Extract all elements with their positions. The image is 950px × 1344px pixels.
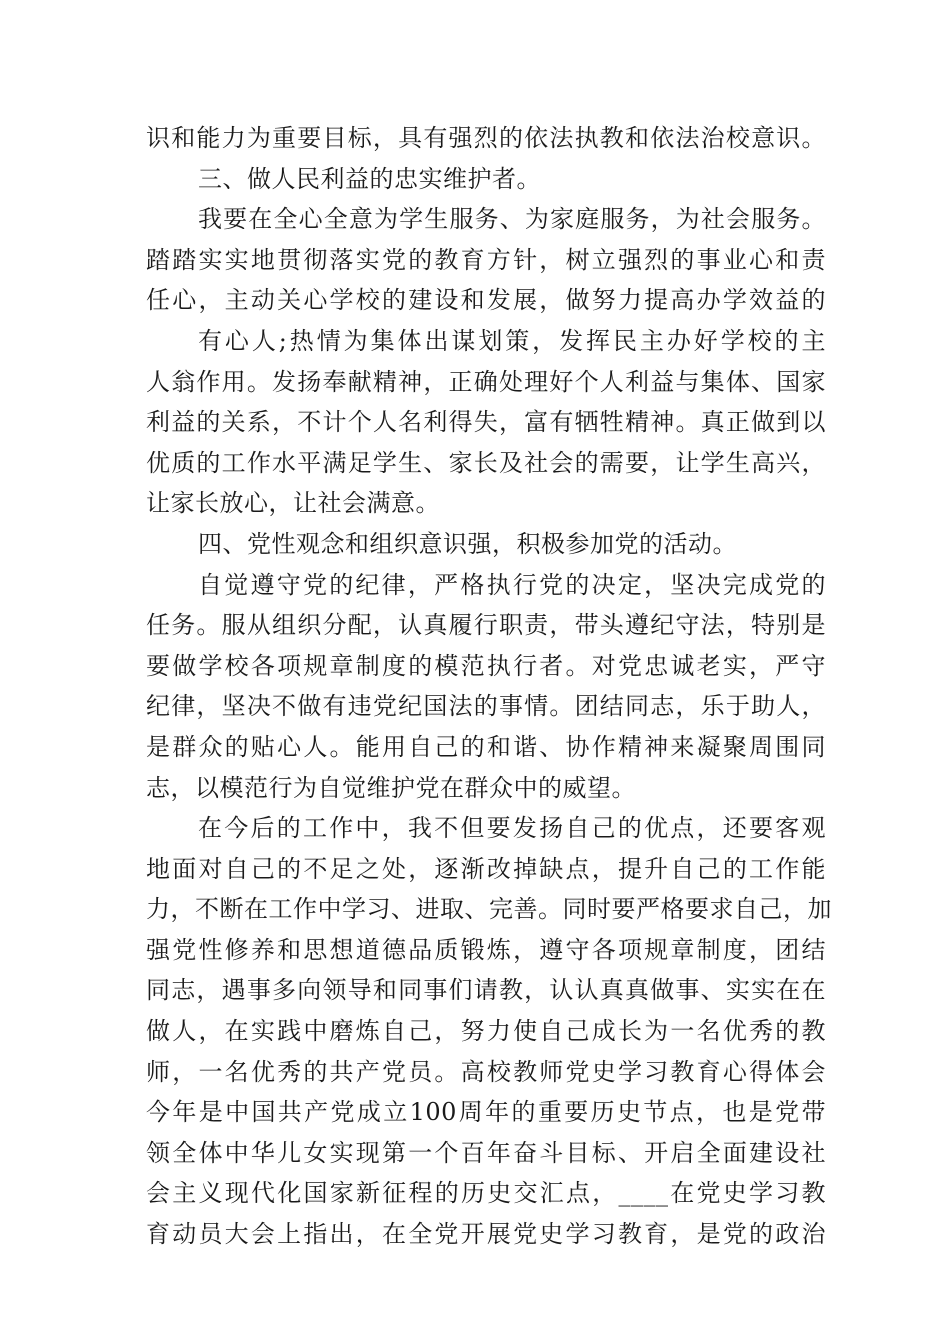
text-line: 我要在全心全意为学生服务、为家庭服务，为社会服务。 xyxy=(198,205,826,234)
text-line: 纪律，坚决不做有违党纪国法的事情。团结同志，乐于助人， xyxy=(146,692,826,721)
section-heading: 三、做人民利益的忠实维护者。 xyxy=(198,164,541,193)
text-line: 踏踏实实地贯彻落实党的教育方针，树立强烈的事业心和责 xyxy=(146,245,826,274)
text-line: 同志，遇事多向领导和同事们请教，认认真真做事、实实在在 xyxy=(146,976,826,1005)
text-line: 让家长放心，让社会满意。 xyxy=(146,489,440,518)
text-line: 今年是中国共产党成立100周年的重要历史节点，也是党带 xyxy=(146,1098,826,1127)
text-line: 力，不断在工作中学习、进取、完善。同时要严格要求自己，加 xyxy=(146,895,832,924)
text-line: 强党性修养和思想道德品质锻炼，遵守各项规章制度，团结 xyxy=(146,935,826,964)
section-heading: 四、党性观念和组织意识强，积极参加党的活动。 xyxy=(198,529,737,558)
text-line: 做人，在实践中磨炼自己，努力使自己成长为一名优秀的教 xyxy=(146,1017,826,1046)
text-line: 有心人;热情为集体出谋划策，发挥民主办好学校的主 xyxy=(198,326,826,355)
text-line: 人翁作用。发扬奉献精神，正确处理好个人利益与集体、国家 xyxy=(146,367,826,396)
text-line: 在今后的工作中，我不但要发扬自己的优点，还要客观 xyxy=(198,814,826,843)
text-line: 要做学校各项规章制度的模范执行者。对党忠诚老实，严守 xyxy=(146,651,826,680)
text-line: 任心，主动关心学校的建设和发展，做努力提高办学效益的 xyxy=(146,286,826,315)
text-line: 师，一名优秀的共产党员。高校教师党史学习教育心得体会 xyxy=(146,1057,826,1086)
text-line: 地面对自己的不足之处，逐渐改掉缺点，提升自己的工作能 xyxy=(146,854,826,883)
text-line: 志，以模范行为自觉维护党在群众中的威望。 xyxy=(146,773,636,802)
text-line: 会主义现代化国家新征程的历史交汇点，____在党史学习教 xyxy=(146,1179,826,1208)
text-line: 领全体中华儿女实现第一个百年奋斗目标、开启全面建设社 xyxy=(146,1138,826,1167)
text-line: 是群众的贴心人。能用自己的和谐、协作精神来凝聚周围同 xyxy=(146,732,826,761)
text-line: 任务。服从组织分配，认真履行职责，带头遵纪守法，特别是 xyxy=(146,611,826,640)
text-line: 自觉遵守党的纪律，严格执行党的决定，坚决完成党的 xyxy=(198,570,826,599)
text-line: 识和能力为重要目标，具有强烈的依法执教和依法治校意识。 xyxy=(146,124,826,152)
text-line: 利益的关系，不计个人名利得失，富有牺牲精神。真正做到以 xyxy=(146,408,826,437)
document-body xyxy=(146,118,832,1255)
text-line: 育动员大会上指出，在全党开展党史学习教育，是党的政治 xyxy=(146,1220,826,1249)
text-line: 优质的工作水平满足学生、家长及社会的需要，让学生高兴， xyxy=(146,448,826,477)
